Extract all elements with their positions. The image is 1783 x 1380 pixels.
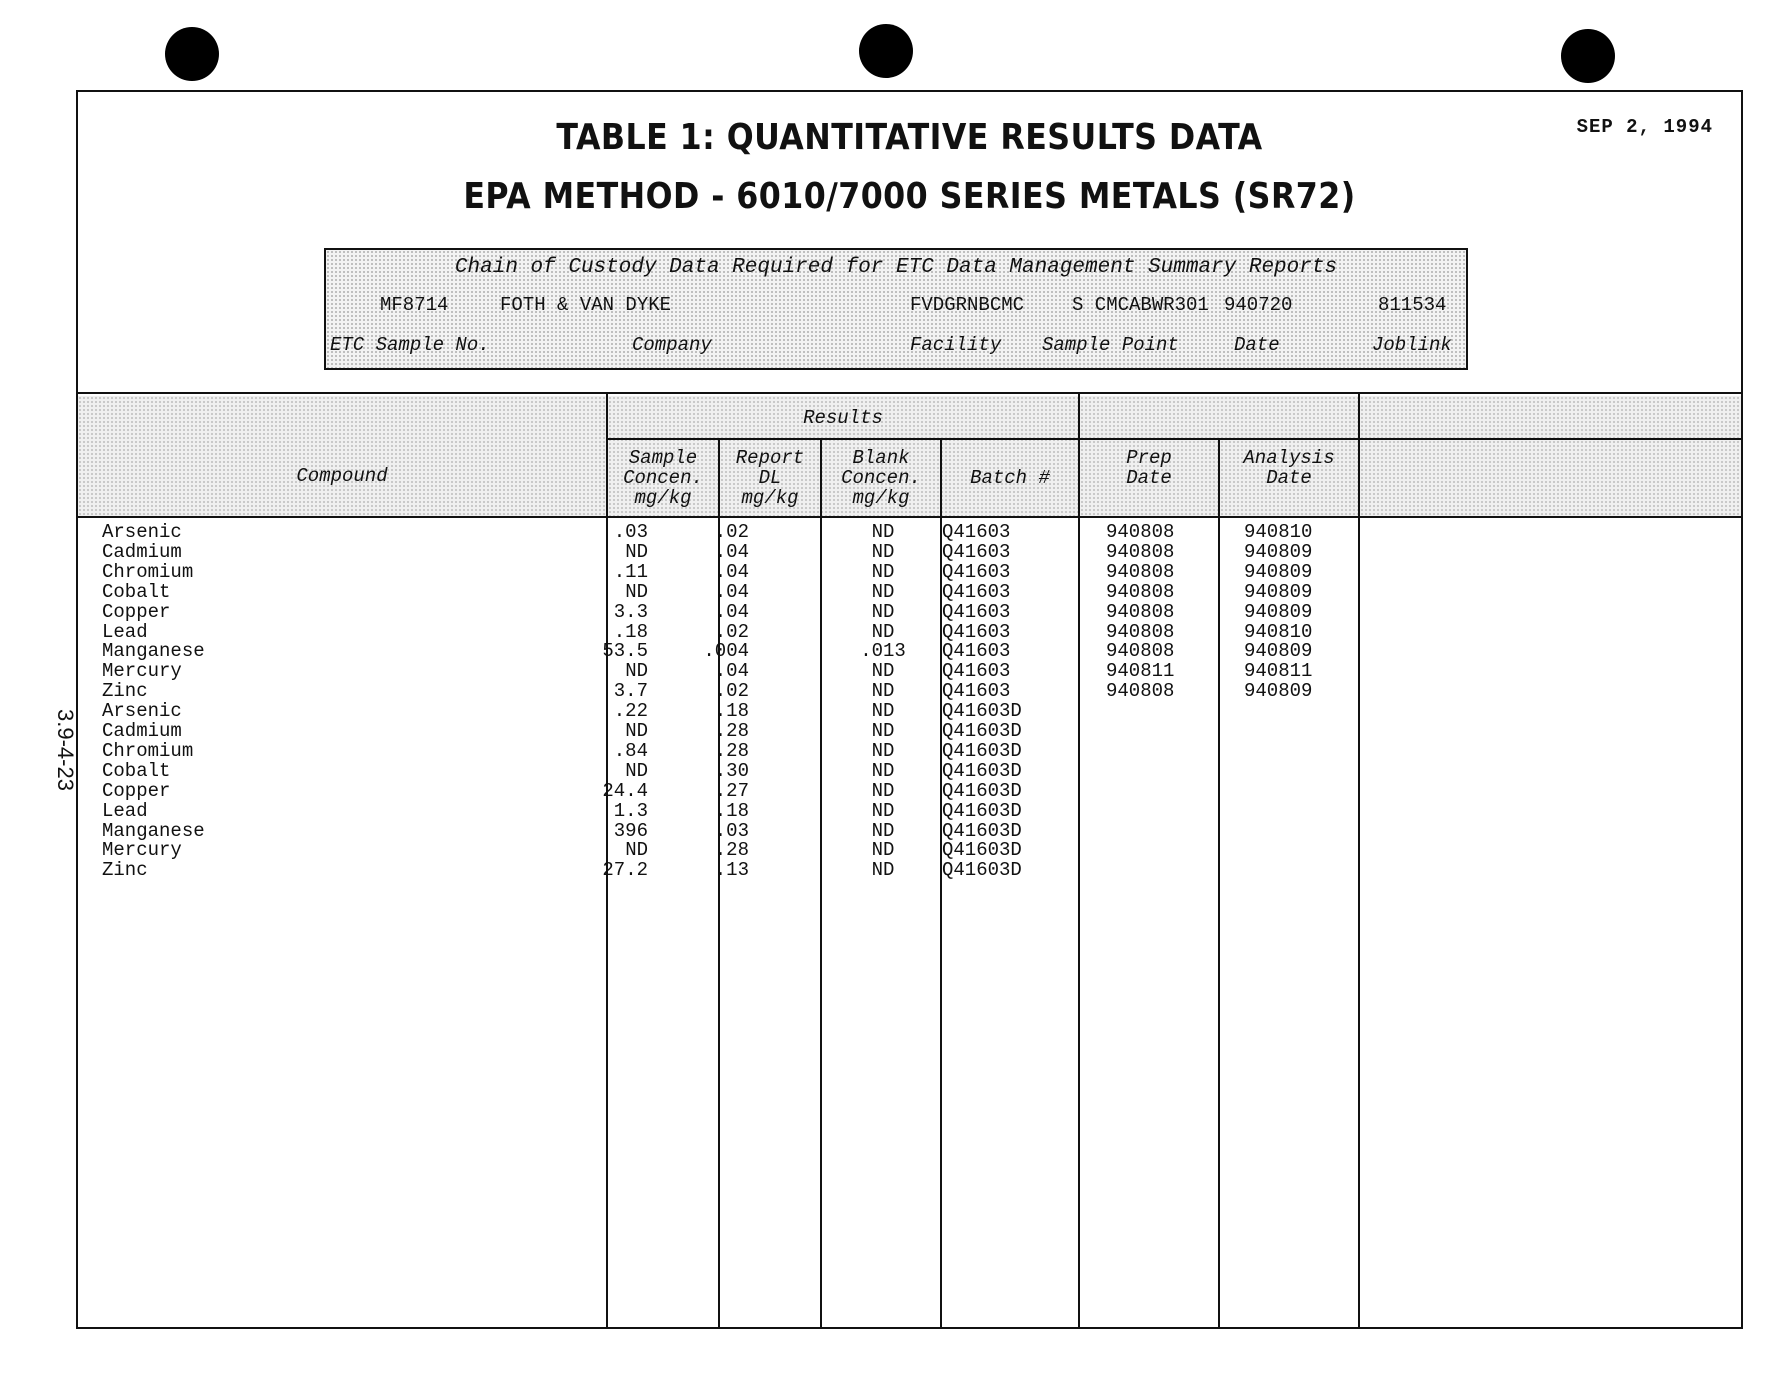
- sample-concen-cell: ND: [625, 759, 648, 782]
- table-row: [78, 641, 1741, 661]
- sample-concen-cell: 24.4: [602, 779, 648, 802]
- sample-concen-cell: .11: [613, 560, 648, 583]
- batch-cell: Q41603D: [942, 759, 1022, 782]
- prep-date-cell: 940808: [1106, 600, 1175, 623]
- binder-hole-center: [859, 24, 913, 78]
- sample-concen-cell: ND: [625, 580, 648, 603]
- batch-cell: Q41603: [942, 640, 1011, 663]
- blank-concen-cell: ND: [871, 720, 895, 742]
- sample-point-value: S CMCABWR301: [1072, 294, 1209, 316]
- sample-concen-cell: 396: [613, 819, 648, 842]
- batch-cell: Q41603D: [942, 739, 1022, 762]
- batch-cell: Q41603: [942, 580, 1011, 603]
- sample-concen-cell: ND: [625, 720, 648, 742]
- sample-concen-cell: ND: [625, 540, 648, 563]
- prep-date-header: [1080, 448, 1218, 488]
- compound-cell: Chromium: [102, 739, 194, 762]
- header-shade-compound: [78, 396, 606, 516]
- batch-cell: Q41603: [942, 680, 1011, 703]
- compound-cell: Manganese: [102, 819, 205, 842]
- analysis-date-cell: 940810: [1244, 620, 1313, 643]
- table-row: [78, 622, 1741, 642]
- report-dl-cell: .13: [714, 859, 749, 882]
- header-divider-sub: [608, 438, 1741, 440]
- compound-cell: Lead: [102, 620, 148, 643]
- prep-date-cell: 940808: [1106, 580, 1175, 603]
- sample-concen-cell: 3.3: [613, 600, 648, 623]
- results-group-header: Results: [803, 407, 883, 429]
- batch-cell: Q41603D: [942, 839, 1022, 862]
- compound-cell: Chromium: [102, 560, 194, 583]
- sample-point-label: Sample Point: [1042, 334, 1179, 356]
- batch-cell: Q41603D: [942, 859, 1022, 882]
- report-dl-header-l2: DL: [758, 467, 782, 489]
- chain-of-custody-heading: Chain of Custody Data Required for ETC Data Management Summary Reports: [454, 256, 1338, 279]
- blank-concen-header-l1: Blank: [852, 447, 910, 469]
- report-dl-cell: .04: [714, 660, 749, 683]
- prep-date-cell: 940811: [1106, 660, 1175, 683]
- company-value: FOTH & VAN DYKE: [500, 294, 672, 316]
- blank-concen-cell: ND: [871, 620, 895, 643]
- page-subtitle: EPA METHOD - 6010/7000 SERIES METALS (SR72): [463, 176, 1356, 217]
- report-dl-cell: .04: [714, 600, 749, 623]
- report-dl-cell: .004: [703, 640, 749, 663]
- compound-cell: Manganese: [102, 640, 205, 663]
- coc-date-label: Date: [1234, 334, 1280, 356]
- binder-hole-right: [1561, 29, 1615, 83]
- blank-concen-cell: ND: [871, 859, 895, 882]
- compound-cell: Cadmium: [102, 540, 182, 563]
- batch-cell: Q41603: [942, 620, 1011, 643]
- blank-concen-cell: ND: [871, 759, 895, 782]
- compound-cell: Copper: [102, 600, 171, 623]
- batch-cell: Q41603D: [942, 700, 1022, 723]
- table-row: [78, 562, 1741, 582]
- results-table: [78, 392, 1741, 1329]
- table-row: [78, 701, 1741, 721]
- compound-cell: Lead: [102, 799, 148, 822]
- blank-concen-cell: ND: [871, 521, 895, 543]
- compound-cell: Mercury: [102, 839, 182, 862]
- table-row: [78, 602, 1741, 622]
- analysis-date-header-l1: Analysis: [1243, 447, 1335, 469]
- blank-concen-cell: ND: [871, 739, 895, 762]
- table-row: [78, 542, 1741, 562]
- header-shade-extra: [1360, 396, 1741, 516]
- sample-concen-cell: .03: [613, 521, 648, 543]
- report-dl-cell: .04: [714, 540, 749, 563]
- document-frame: [76, 90, 1743, 1329]
- report-dl-cell: .27: [714, 779, 749, 802]
- compound-cell: Cobalt: [102, 759, 171, 782]
- analysis-date-cell: 940810: [1244, 521, 1313, 543]
- sample-concen-header-l2: Concen.: [623, 467, 703, 489]
- report-dl-cell: .04: [714, 580, 749, 603]
- blank-concen-header: [822, 448, 940, 508]
- prep-date-cell: 940808: [1106, 620, 1175, 643]
- analysis-date-cell: 940809: [1244, 540, 1313, 563]
- report-dl-cell: .02: [714, 521, 749, 543]
- report-date: SEP 2, 1994: [1576, 116, 1713, 138]
- prep-date-cell: 940808: [1106, 680, 1175, 703]
- analysis-date-header: [1220, 448, 1358, 488]
- batch-cell: Q41603: [942, 660, 1011, 683]
- batch-cell: Q41603: [942, 540, 1011, 563]
- company-label: Company: [632, 334, 712, 356]
- report-dl-cell: .28: [714, 739, 749, 762]
- sample-concen-cell: 27.2: [602, 859, 648, 882]
- header-divider-bottom: [78, 516, 1741, 518]
- compound-cell: Zinc: [102, 859, 148, 882]
- compound-cell: Arsenic: [102, 521, 182, 543]
- sample-no-label: ETC Sample No.: [330, 334, 490, 356]
- sample-concen-header: [608, 448, 718, 508]
- sample-concen-cell: .84: [613, 739, 648, 762]
- analysis-date-cell: 940809: [1244, 600, 1313, 623]
- sample-no-value: MF8714: [380, 294, 449, 316]
- blank-concen-cell: ND: [871, 839, 895, 862]
- report-dl-cell: .03: [714, 819, 749, 842]
- blank-concen-cell: ND: [871, 560, 895, 583]
- blank-concen-cell: ND: [871, 819, 895, 842]
- prep-date-header-l2: Date: [1126, 467, 1172, 489]
- table-row: [78, 661, 1741, 681]
- report-dl-cell: .28: [714, 720, 749, 742]
- blank-concen-cell: ND: [871, 660, 895, 683]
- table-row: [78, 840, 1741, 860]
- batch-cell: Q41603: [942, 521, 1011, 543]
- page-reference-number: 3.9-4-23: [53, 709, 78, 791]
- sample-concen-cell: .18: [613, 620, 648, 643]
- table-row: [78, 681, 1741, 701]
- chain-of-custody-box: [324, 248, 1468, 370]
- coc-date-value: 940720: [1224, 294, 1293, 316]
- prep-date-cell: 940808: [1106, 521, 1175, 543]
- table-row: [78, 741, 1741, 761]
- sample-concen-cell: ND: [625, 660, 648, 683]
- sample-concen-cell: .22: [613, 700, 648, 723]
- blank-concen-header-l3: mg/kg: [852, 487, 910, 509]
- sample-concen-cell: 1.3: [613, 799, 648, 822]
- prep-date-cell: 940808: [1106, 640, 1175, 663]
- compound-cell: Zinc: [102, 680, 148, 703]
- sample-concen-cell: ND: [625, 839, 648, 862]
- blank-concen-cell: ND: [871, 700, 895, 723]
- binder-hole-left: [165, 27, 219, 81]
- compound-cell: Arsenic: [102, 700, 182, 723]
- report-dl-header-l1: Report: [735, 447, 805, 469]
- facility-value: FVDGRNBCMC: [910, 294, 1025, 316]
- blank-concen-cell: ND: [871, 600, 895, 623]
- compound-cell: Cobalt: [102, 580, 171, 603]
- compound-cell: Mercury: [102, 660, 182, 683]
- table-row: [78, 582, 1741, 602]
- report-dl-cell: .30: [714, 759, 749, 782]
- prep-date-cell: 940808: [1106, 540, 1175, 563]
- blank-concen-cell: ND: [871, 580, 895, 603]
- batch-header: Batch #: [970, 467, 1050, 489]
- table-row: [78, 801, 1741, 821]
- table-row: [78, 721, 1741, 741]
- batch-cell: Q41603: [942, 560, 1011, 583]
- prep-date-header-l1: Prep: [1126, 447, 1172, 469]
- report-dl-cell: .18: [714, 700, 749, 723]
- sample-concen-header-l3: mg/kg: [634, 487, 692, 509]
- joblink-label: Joblink: [1372, 334, 1452, 356]
- report-dl-header: [720, 448, 820, 508]
- facility-label: Facility: [910, 334, 1002, 356]
- report-dl-header-l3: mg/kg: [741, 487, 799, 509]
- compound-cell: Copper: [102, 779, 171, 802]
- table-row: [78, 821, 1741, 841]
- compound-header: Compound: [296, 465, 388, 487]
- sample-concen-header-l1: Sample: [628, 447, 698, 469]
- prep-date-cell: 940808: [1106, 560, 1175, 583]
- blank-concen-header-l2: Concen.: [841, 467, 921, 489]
- analysis-date-cell: 940809: [1244, 640, 1313, 663]
- table-row: [78, 522, 1741, 542]
- blank-concen-cell: ND: [871, 799, 895, 822]
- batch-cell: Q41603D: [942, 779, 1022, 802]
- analysis-date-cell: 940809: [1244, 680, 1313, 703]
- report-dl-cell: .04: [714, 560, 749, 583]
- report-dl-cell: .02: [714, 620, 749, 643]
- table-row: [78, 860, 1741, 880]
- batch-cell: Q41603D: [942, 819, 1022, 842]
- analysis-date-cell: 940809: [1244, 580, 1313, 603]
- report-dl-cell: .02: [714, 680, 749, 703]
- blank-concen-cell: ND: [871, 540, 895, 563]
- sample-concen-cell: 53.5: [602, 640, 648, 663]
- page-title: TABLE 1: QUANTITATIVE RESULTS DATA: [556, 117, 1263, 158]
- analysis-date-cell: 940809: [1244, 560, 1313, 583]
- compound-cell: Cadmium: [102, 720, 182, 742]
- blank-concen-cell: ND: [871, 680, 895, 703]
- blank-concen-cell: .013: [860, 640, 906, 663]
- analysis-date-cell: 940811: [1244, 660, 1313, 683]
- report-dl-cell: .28: [714, 839, 749, 862]
- table-row: [78, 761, 1741, 781]
- blank-concen-cell: ND: [871, 779, 895, 802]
- batch-cell: Q41603D: [942, 799, 1022, 822]
- joblink-value: 811534: [1378, 294, 1447, 316]
- analysis-date-header-l2: Date: [1266, 467, 1312, 489]
- table-row: [78, 781, 1741, 801]
- batch-cell: Q41603D: [942, 720, 1022, 742]
- report-dl-cell: .18: [714, 799, 749, 822]
- batch-cell: Q41603: [942, 600, 1011, 623]
- sample-concen-cell: 3.7: [613, 680, 648, 703]
